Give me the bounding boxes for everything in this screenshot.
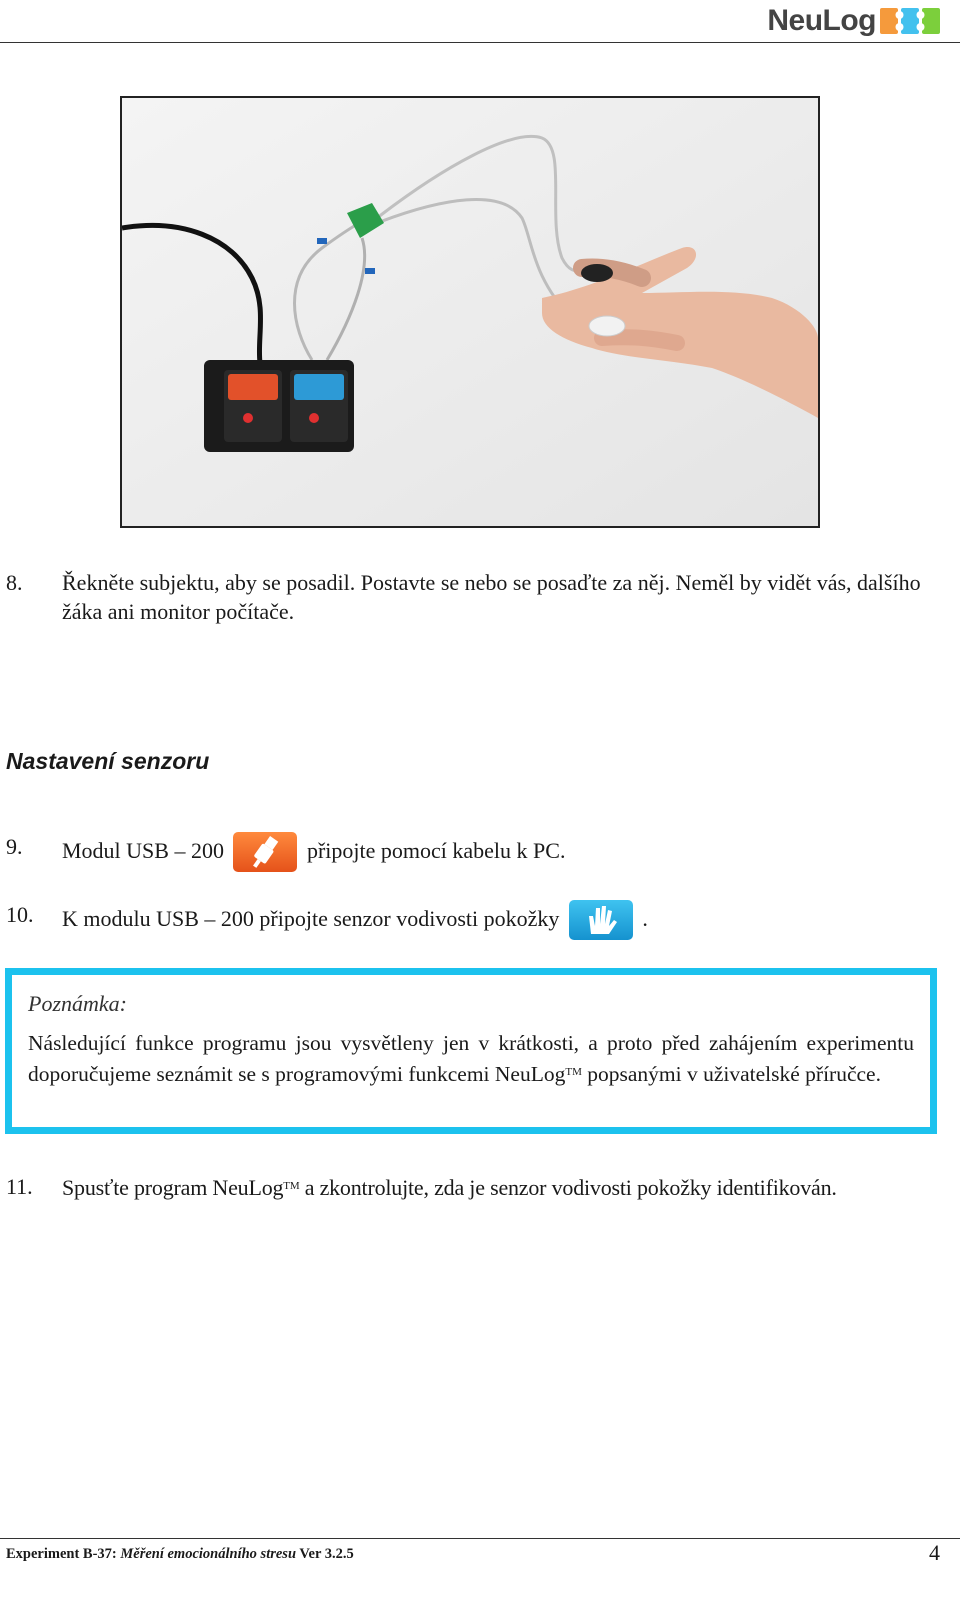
note-text-before: Následující funkce programu jsou vysvětleny jen v krátkosti, a proto před zahájením experimentu doporučujeme seznámit se s programovými funkcemi NeuLog — [28, 1031, 914, 1086]
trademark: TM — [565, 1066, 582, 1078]
logo-text: NeuLog — [767, 4, 876, 37]
page-number: 4 — [929, 1540, 940, 1565]
experiment-photo — [120, 96, 820, 528]
hand-icon — [569, 900, 633, 940]
step-text: Řekněte subjektu, aby se posadil. Postavte se nebo se posaďte za něj. Neměl by vidět vás, dalšího žáka ani monitor počítače. — [62, 570, 921, 624]
logo-mark-icon — [880, 6, 942, 36]
footer-title: Měření emocionálního stresu — [120, 1546, 297, 1562]
footer-version: Ver 3.2.5 — [299, 1546, 354, 1562]
step-9 — [6, 832, 941, 872]
sensor-setup-illustration — [122, 98, 818, 526]
step-text-before: Spusťte program NeuLog — [62, 1175, 284, 1200]
step-text-after: . — [642, 906, 648, 931]
step-text-before: Modul USB – 200 — [62, 838, 224, 863]
step-text-after: a zkontrolujte, zda je senzor vodivosti pokožky identifikován. — [299, 1175, 837, 1200]
usb-icon — [233, 832, 297, 872]
neulog-logo — [767, 4, 942, 38]
footer-divider — [0, 1538, 960, 1539]
step-10 — [6, 900, 941, 940]
header-divider — [0, 42, 960, 43]
step-8 — [6, 568, 941, 626]
note-title: Poznámka: — [28, 991, 127, 1016]
footer-label: Experiment B-37: — [6, 1546, 117, 1562]
step-text-after: připojte pomocí kabelu k PC. — [306, 838, 566, 863]
footer-caption — [6, 1546, 354, 1563]
note-body — [28, 1029, 914, 1089]
step-number: 11. — [6, 1174, 33, 1199]
step-number: 9. — [6, 834, 23, 859]
note-text-after: popsanými v uživatelské příručce. — [581, 1062, 881, 1086]
trademark: TM — [283, 1180, 300, 1192]
step-number: 8. — [6, 570, 23, 595]
note-box — [5, 968, 937, 1134]
step-number: 10. — [6, 902, 34, 927]
section-title: Nastavení senzoru — [6, 748, 210, 774]
step-text-before: K modulu USB – 200 připojte senzor vodivosti pokožky — [62, 906, 560, 931]
step-11 — [6, 1172, 956, 1202]
